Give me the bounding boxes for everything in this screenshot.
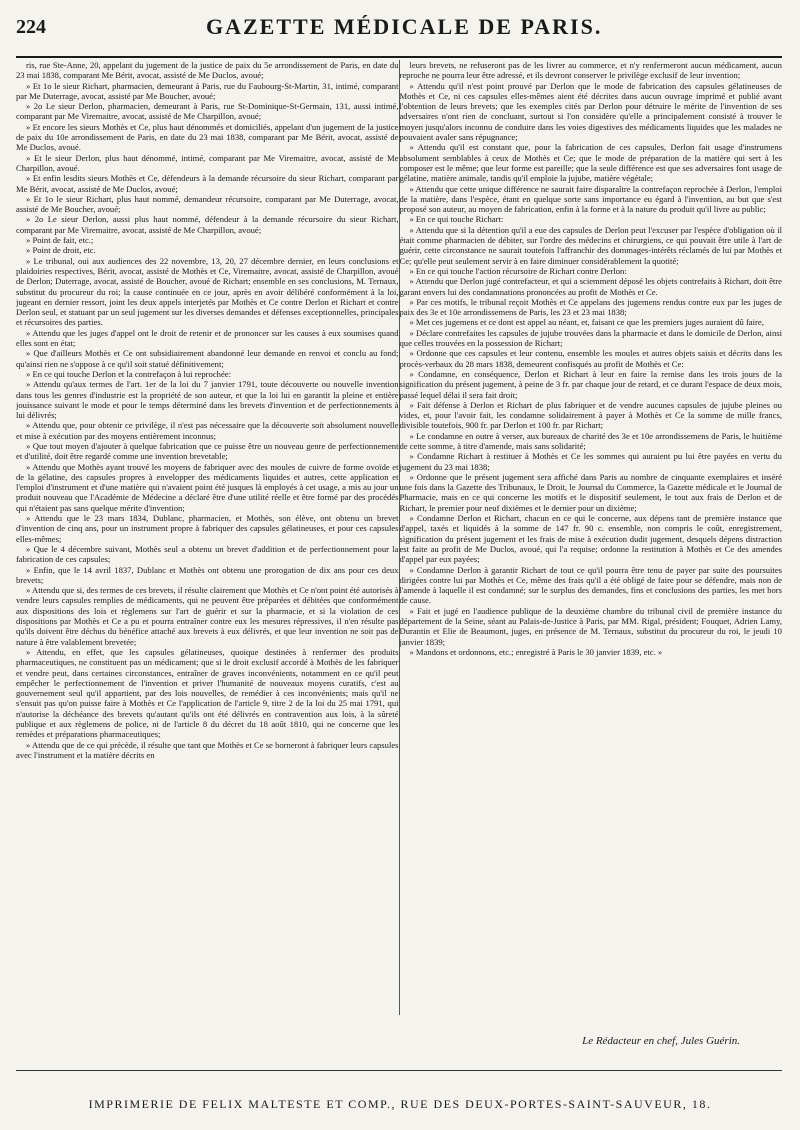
paragraph: » Attendu que Derlon jugé contrefacteur, et qui a sciemment déposé les objets contrefaits à Richart, doit être garant envers lui des condamnations prononcées au profit de Mothès et Ce. [399, 276, 782, 297]
paragraph: » Condamne Richart à restituer à Mothès et Ce les sommes qui auraient pu lui être payées en vertu du jugement du 23 mai 1838; [399, 451, 782, 472]
paragraph: leurs brevets, ne refuseront pas de les livrer au commerce, et n'y renfermeront aucun médicament, aucun reproche ne pourra leur être adressé, et ils devront conserver le privilège exclusif de leur invention; [399, 60, 782, 81]
right-column [399, 60, 782, 1015]
paragraph: » Attendu qu'aux termes de l'art. 1er de la loi du 7 janvier 1791, toute découverte ou nouvelle invention dans tous les genres d'industrie est la propriété de son auteur, et que la loi lui en garantit la pleine et entière jouissance suivant le mode et pour le temps déterminé dans les brevets d'invention et de perfectionnements à lui délivrés; [16, 379, 399, 421]
printer-imprint: IMPRIMERIE DE FELIX MALTESTE ET COMP., RUE DES DEUX-PORTES-SAINT-SAUVEUR, 18. [88, 1097, 712, 1111]
paragraph: » Point de fait, etc.; [26, 235, 94, 246]
paragraph: » Fait défense à Derlon et Richart de plus fabriquer et de vendre aucunes capsules de jujube pleines ou vides, et, pour l'avoir fait, les condamne solidairement à payer à Mothès et Ce la somme de mille francs, divisible toutefois, 900 fr. par Derlon et 100 fr. par Richart; [399, 399, 782, 431]
publication-title: GAZETTE MÉDICALE DE PARIS. [206, 14, 603, 39]
footer-rule [16, 1070, 782, 1071]
paragraph: » Attendu que Mothès ayant trouvé les moyens de fabriquer avec des moules de cuivre de forme ovoïde et de la gélatine, des capsules propres à envelopper des médicaments liquides et autres, cette application et l'emploi d'instrument et d'une matière qui n'avaient point été jusques là employés à cet usage, a mis au jour un produit nouveau que l'Académie de Médecine a déclaré être d'une utilité réelle et être formé par des procédés qui n'étaient pas sans quelque mérite d'invention; [16, 461, 399, 513]
paragraph: » Condamne Derlon à garantir Richart de tout ce qu'il pourra être tenu de payer par suite des poursuites dirigées contre lui par Mothès et Ce, même des frais qu'il a été obligé de faire pour se défendre, mais non de l'amende à laquelle il est condamné; sur le surplus des demandes, fins et conclusions des parties, les met hors de cause. [399, 564, 782, 606]
paragraph: » Attendu que de ce qui précède, il résulte que tant que Mothès et Ce se borneront à fabriquer leurs capsules avec l'instrument et la matière décrits en [16, 739, 399, 760]
paragraph: » Ordonne que le présent jugement sera affiché dans Paris au nombre de cinquante exemplaires et inséré une fois dans la Gazette des Tribunaux, le Droit, le Journal du Commerce, la Gazette médicale et le Journal de Pharmacie, mais en ce qui concerne les motifs et le dispositif seulement, le tout aux frais de Derlon et de Richart, le premier pour neuf dixièmes et le dernier pour un dixième; [399, 471, 782, 513]
paragraph: » Que d'ailleurs Mothès et Ce ont subsidiairement abandonné leur demande en renvoi et conclu au fond; qu'ainsi rien ne s'oppose à ce qu'il soit statué définitivement; [16, 348, 399, 369]
paragraph: » Attendu que cette unique différence ne saurait faire disparaître la contrefaçon reprochée à Derlon, l'emploi de la matière, dans l'espèce, étant en quelque sorte sans importance eu égard à l'invention, au but que s'est proposé son auteur, au moyen de fabrication, enfin à la forme et à la nature du produit qu'il livre au public; [399, 183, 782, 215]
paragraph: » Et 1o le sieur Richart, plus haut nommé, demandeur récursoire, comparant par Me Duterrage, avocat, assisté de Me Boucher, avoué; [16, 193, 399, 215]
paragraph: » Le condamne en outre à verser, aux bureaux de charité des 3e et 10e arrondissemens de Paris, le huitième de cette somme, à titre d'amende, mais sans solidarité; [399, 430, 782, 451]
paragraph: » Que le 4 décembre suivant, Mothès seul a obtenu un brevet d'addition et de perfectionnement pour la fabrication de ces capsules; [16, 543, 399, 565]
left-column [16, 60, 399, 1015]
paragraph: » Et le sieur Derlon, plus haut dénommé, intimé, comparant par Me Viremaitre, avocat, assisté de Me Charpillon, avoué. [16, 152, 399, 173]
paragraph: » En ce qui touche Derlon et la contrefaçon à lui reprochée: [26, 368, 231, 379]
paragraph: ris, rue Ste-Anne, 20, appelant du jugement de la justice de paix du 5e arrondissement de Paris, en date du 23 mai 1838, comparant Me Bérit, avocat, assisté de Me Duclos, avoué; [16, 60, 399, 81]
paragraph: » Et 1o le sieur Richart, pharmacien, demeurant à Paris, rue du Faubourg-St-Martin, 31, intimé, comparant par Me Duterrage, avocat, assisté par Me Boucher, avoué; [16, 80, 399, 101]
paragraph: » 2o Le sieur Derlon, aussi plus haut nommé, défendeur à la demande récursoire du sieur Richart, comparant par Me Viremaitre, avocat, assisté de Me Charpillon, avoué; [16, 214, 399, 235]
paragraph: » Par ces motifs, le tribunal reçoit Mothès et Ce appelans des jugemens rendus contre eux par les juges de paix des 3e et 10e arrondissemens de Paris, les 23 et 23 mai 1838; [399, 296, 782, 318]
paragraph: » Et encore les sieurs Mothès et Ce, plus haut dénommés et domiciliés, appelant d'un jugement de la justice de paix du 10e arrondissement de Paris, en date du 23 mai 1838, comparant par Me Bérit, avocat, assisté de Me Duclos, avoué. [16, 121, 399, 153]
paragraph: » 2o Le sieur Derlon, pharmacien, demeurant à Paris, rue St-Dominique-St-Germain, 131, aussi intimé, comparant par Me Viremaitre, avocat, assisté de Me Charpillon, avoué; [16, 101, 399, 122]
paragraph: » Fait et jugé en l'audience publique de la deuxième chambre du tribunal civil de première instance du département de la Seine, séant au Palais-de-Justice à Paris, par MM. Rigal, président; Fouquet, Adrien Lamy, Durantin et Elie de Beaumont, juges, en présence de M. Ternaux, substitut du procureur du roi, le jeudi 10 janvier 1839; [399, 605, 782, 647]
paragraph: » Condamne, en conséquence, Derlon et Richart à leur en faire la remise dans les trois jours de la signification du présent jugement, à peine de 3 fr. par chaque jour de retard, et ce durant l'espace de deux mois, passé lequel délai il sera fait droit; [399, 368, 782, 400]
paragraph: » En ce qui touche l'action récursoire de Richart contre Derlon: [409, 265, 627, 276]
editor-signature: Le Rédacteur en chef, Jules Guérin. [582, 1035, 740, 1047]
paragraph: » Ordonne que ces capsules et leur contenu, ensemble les moules et autres objets saisis et décrits dans les procès-verbaux du 28 mars 1838, demeurent confisqués au profit de Mothès et Ce: [399, 348, 782, 369]
text-columns [16, 60, 782, 1015]
paragraph: » Attendu qu'il n'est point prouvé par Derlon que le mode de fabrication des capsules gélatineuses de Mothès et Ce, ni ces capsules elles-mêmes aient été décrites dans aucun ouvrage imprimé et publié avant l'obtention de leurs brevets; que les exemples cités par Derlon pour détruire le mérite de l'invention de ses adversaires n'ont rien de concluant, surtout si l'on considère qu'elle a principalement consisté à trouver le moyen jusqu'alors inconnu de conduire dans les voies digestives des médicaments liquides que les malades ne pouvaient avaler sans répugnance; [399, 80, 782, 143]
paragraph: » Le tribunal, oui aux audiences des 22 novembre, 13, 20, 27 décembre dernier, en leurs conclusions et plaidoiries respectives, Bérit, avocat, assisté de Mothès et Ce, Viremaitre, avocat, assisté de Charpillon, avoué de Derlon; Duterrage, avocat, assisté de Boucher, avoué de Richart; ensemble en ses conclusions, M. Ternaux, substitut du procureur du roi; la cause continuée en ce jour, après en avoir délibéré conformément à la loi, jugeant en dernier ressort, joint les deux appels interjetés par Mothès et Ce contre Derlon et Richart et contre Derlon seul, et statuant par un seul jugement sur les diverses demandes et défenses exceptionnelles, principales et récursoires des parties. [16, 255, 399, 328]
paragraph: » Enfin, que le 14 avril 1837, Dublanc et Mothès ont obtenu une prorogation de dix ans pour ces deux brevets; [16, 564, 399, 585]
paragraph: » Déclare contrefaites les capsules de jujube trouvées dans la pharmacie et dans le domicile de Derlon, ainsi que celles trouvées en la possession de Richart; [399, 327, 782, 349]
paragraph: » Attendu, en effet, que les capsules gélatineuses, quoique destinées à renfermer des produits pharmaceutiques, ne constituent pas un médicament; que si le droit exclusif accordé à Mothès de les fabriquer et vendre peut, dans certaines circonstances, entraîner de graves inconvénients, notamment en ce qu'il peut empêcher le perfectionnement de l'invention et priver l'humanité de nouveaux moyens curatifs, c'est au gouvernement seul qu'il appartient, par des lois nouvelles, de remédier à ces inconvénients; mais qu'il ne s'ensuit pas qu'on puisse faire à Mothès et Ce l'application de l'article 9, titre 2 de la loi du 25 mai 1791, qui n'autorise la déchéance des brevets qu'autant qu'ils ont été délivrés en contravention aux lois, à la sûreté publique et aux règlemens de police, ni de l'article 8 du décret du 18 août 1810, qui ne concerne que les remèdes et préparations pharmaceutiques; [16, 646, 399, 740]
paragraph: » Condamne Derlon et Richart, chacun en ce qui le concerne, aux dépens tant de première instance que d'appel, taxés et liquidés à la somme de 147 fr. 90 c. ensemble, non compris le coût, enregistrement, signification du présent jugement et les frais de mise à exécution dudit jugement, desquels dépens distraction est faite au profit de Me Duclos, avoué, qui l'a requise; ordonne la restitution à Mothès et Ce des amendes d'appel par eux payées; [399, 513, 782, 565]
paragraph: » Point de droit, etc. [26, 245, 96, 256]
paragraph: » Mandons et ordonnons, etc.; enregistré à Paris le 30 janvier 1839, etc. » [409, 646, 663, 657]
page-header [16, 10, 782, 58]
paragraph: » Et enfin lesdits sieurs Mothès et Ce, défendeurs à la demande récursoire du sieur Richart, comparant par Me Bérit, avocat, assisté de Me Duclos, avoué; [16, 173, 399, 194]
paragraph: » Attendu que les juges d'appel ont le droit de retenir et de prononcer sur les causes à eux soumises quand elles sont en état; [16, 327, 399, 349]
paragraph: » Attendu que, pour obtenir ce privilège, il n'est pas nécessaire que la découverte soit absolument nouvelle et mise à exécution par des moyens entièrement inconnus; [16, 420, 399, 441]
paragraph: » Attendu que si, des termes de ces brevets, il résulte clairement que Mothès et Ce n'ont point été autorisés à vendre leurs capsules remplies de médicaments, qui ne peuvent être préparées et débitées que conformément aux dispositions des lois et règlemens sur l'art de guérir et sur la pharmacie, et si la violation de ces dispositions par Mothès et Ce a pu et pourra entraîner contre eux les mesures répressives, il n'en résulte pas qu'ils doivent être déchus du bénéfice attaché aux brevets à eux délivrés, et que leur invention ne soit pas de nature à être valablement brevetée; [16, 585, 399, 647]
paragraph: » Attendu que le 23 mars 1834, Dublanc, pharmacien, et Mothès, son élève, ont obtenu un brevet d'invention de cinq ans, pour un instrument propre à fabriquer des capsules gélatineuses, et pour ces capsules elles-mêmes; [16, 513, 399, 544]
paragraph: » Que tout moyen d'ajouter à quelque fabrication que ce puisse être un nouveau genre de perfectionnement et d'utilité, doit être regardé comme une invention brevetable; [16, 440, 399, 462]
paragraph: » Attendu que si la détention qu'il a eue des capsules de Derlon peut l'excuser par l'espèce d'obligation où il était comme pharmacien de débiter, sur l'ordre des médecins et chirurgiens, ce qui pouvait être utile à l'art de guérir, cette circonstance ne saurait toutefois l'affranchir des dommages-intérêts réclamés de lui par Mothès et Ce; qu'elle peut seulement servir à en faire diminuer considérablement la quotité; [399, 224, 782, 266]
paragraph: » En ce qui touche Richart: [409, 214, 504, 225]
page-number: 224 [16, 16, 46, 38]
paragraph: » Met ces jugemens et ce dont est appel au néant, et, faisant ce que les premiers juges auraient dû faire, [409, 317, 764, 328]
paragraph: » Attendu qu'il est constant que, pour la fabrication de ces capsules, Derlon fait usage d'instrumens absolument semblables à ceux de Mothès et Ce; que le mode de préparation de la matière qui sert à les composer est le même; que leur forme est pareille; que la seule différence est que ses adversaires font usage de gélatine, matière animale, tandis qu'il emploie la jujube, matière végétale; [399, 142, 782, 184]
